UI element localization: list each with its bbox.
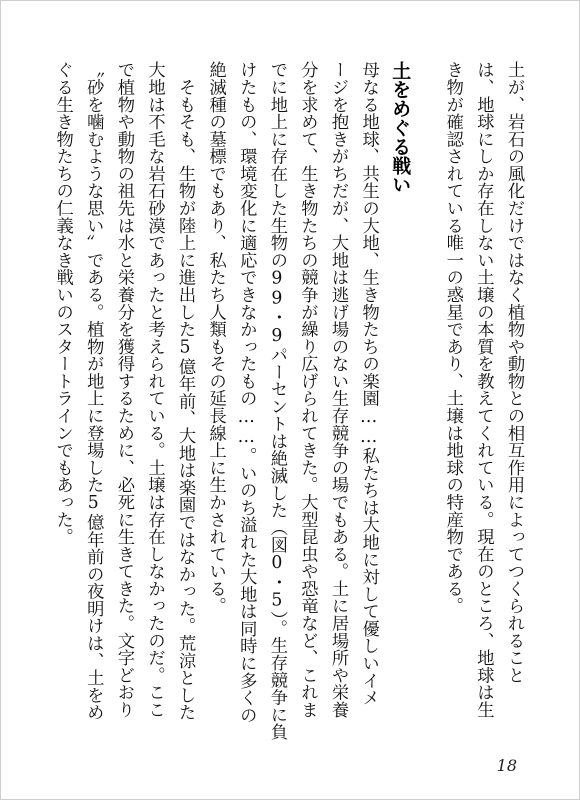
text-line: ぐる生き物たちの仁義なき戦いのスタートラインでもあった。 bbox=[52, 61, 73, 546]
text-line: は、地球にしか存在しない土壌の本質を教えてくれている。現在のところ、地球は生 bbox=[473, 61, 494, 719]
section-heading: 土をめぐる戦い bbox=[389, 61, 412, 194]
text-line: けたもの、環境変化に適応できなかったもの……。いのち溢れた大地は同時に多くの bbox=[236, 61, 257, 724]
text-line: 大地は不毛な岩石砂漠であったと考えられている。土壌は存在しなかったのだ。ここ bbox=[144, 61, 165, 719]
text-line: でに地上に存在した生物の99・9パーセントは絶滅した（図0・5）。生存競争に負 bbox=[266, 61, 287, 741]
text-line: で植物や動物の祖先は水と栄養分を獲得するために、必死に生きてきた。文字どおり bbox=[113, 61, 134, 719]
text-line: 絶滅種の墓標でもあり、私たち人類もその延長線上に生かされている。 bbox=[205, 61, 226, 615]
section-spacer bbox=[415, 61, 437, 749]
text-line: 母なる地球、共生の大地、生き物たちの楽園……私たちは大地に対して優しいイメ bbox=[358, 61, 379, 707]
vertical-text-body bbox=[47, 61, 529, 749]
text-line: 分を求めて、生き物たちの競争が繰り広げられてきた。大型昆虫や恐竜など、これま bbox=[297, 61, 318, 719]
text-line: そもそも、生物が陸上に進出した5億年前、大地は楽園ではなかった。荒涼とした bbox=[175, 61, 196, 721]
text-line: 土が、岩石の風化だけではなく植物や動物との相互作用によってつくられること bbox=[504, 61, 524, 684]
text-line: き物が確認されている唯一の惑星であり、土壌は地球の特産物である。 bbox=[442, 61, 463, 615]
text-line: 〝砂を噛むような思い〟である。植物が地上に登場した5億年前の夜明けは、土をめ bbox=[83, 61, 104, 721]
text-line: ージを抱きがちだが、大地は逃げ場のない生存競争の場でもある。土に居場所や栄養 bbox=[328, 61, 349, 719]
page-number: 18 bbox=[496, 756, 517, 775]
